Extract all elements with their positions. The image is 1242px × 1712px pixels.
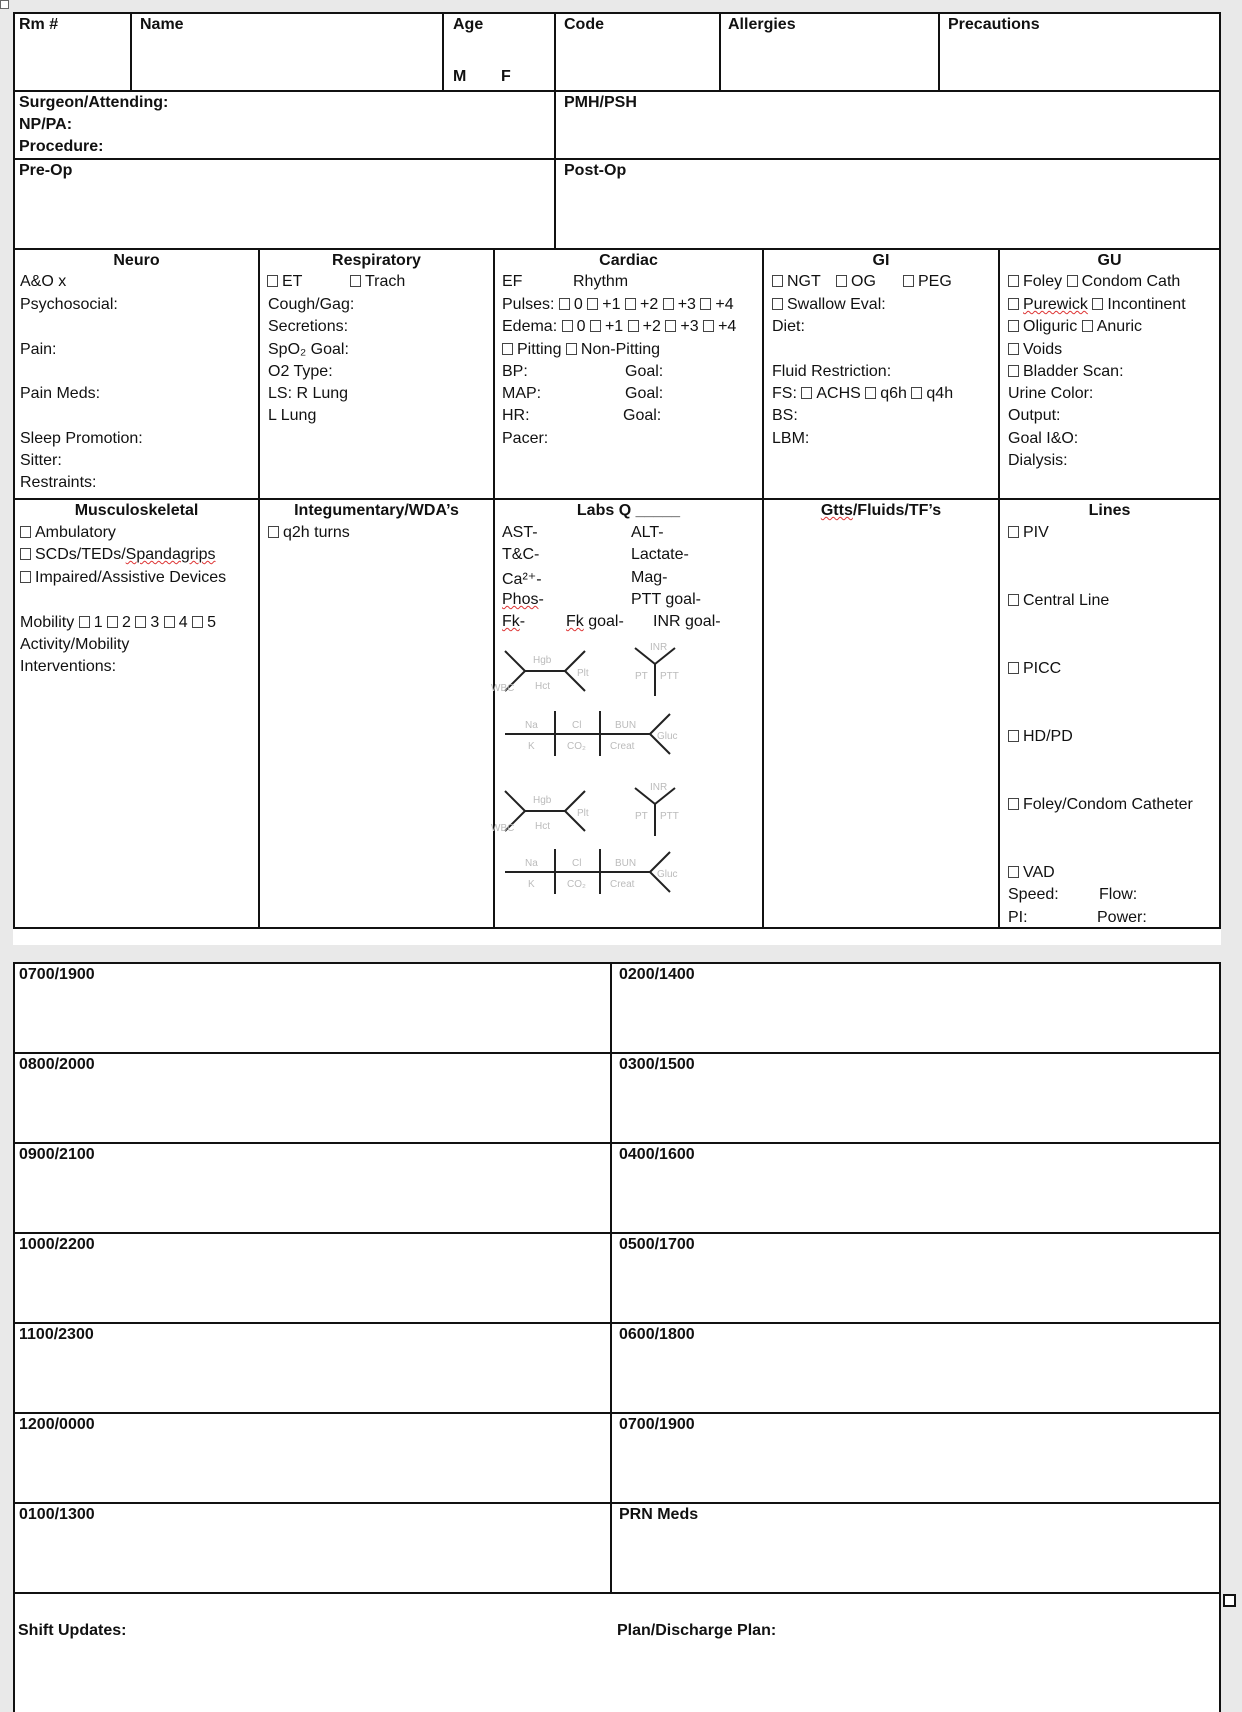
- gu-voids: [1008, 341, 1062, 359]
- divider: [1219, 12, 1221, 929]
- time-slot: 0500/1700: [619, 1236, 695, 1253]
- divider: [130, 12, 132, 92]
- neuro-pain: Pain:: [20, 341, 57, 358]
- lines-central: [1008, 592, 1109, 610]
- resp-cough: Cough/Gag:: [268, 296, 355, 313]
- postop-label: Post-Op: [564, 162, 627, 179]
- plan-discharge-label: Plan/Discharge Plan:: [617, 1622, 777, 1639]
- divider: [13, 1322, 1221, 1324]
- neuro-sitter: Sitter:: [20, 452, 62, 469]
- cardiac-bp: BP:: [502, 363, 528, 380]
- checkbox[interactable]: [911, 387, 922, 399]
- labs-tc: T&C-: [502, 546, 540, 563]
- checkbox[interactable]: [268, 526, 279, 538]
- phos-label: Phos: [502, 591, 539, 608]
- checkbox[interactable]: [1008, 594, 1019, 606]
- checkbox[interactable]: [350, 275, 361, 287]
- plt-label: Plt: [577, 808, 589, 819]
- edema-label: Edema:: [502, 318, 558, 335]
- resp-ls: LS: R Lung: [268, 385, 349, 402]
- co2-label: CO₂: [567, 879, 586, 890]
- divider: [719, 12, 721, 92]
- time-slot: 1200/0000: [19, 1416, 95, 1433]
- divider: [13, 1142, 1221, 1144]
- checkbox[interactable]: [665, 320, 676, 332]
- gu-bladder: [1008, 363, 1124, 381]
- level: 4: [178, 614, 188, 631]
- page-top: [13, 12, 1221, 945]
- k-label: K: [528, 741, 535, 752]
- time-slot: 0400/1600: [619, 1146, 695, 1163]
- wbc-label: WBC: [491, 683, 515, 694]
- wbc-label: WBC: [491, 823, 515, 834]
- checkbox[interactable]: [1008, 365, 1019, 377]
- og-label: OG: [851, 273, 876, 290]
- hdpd-label: HD/PD: [1023, 728, 1073, 745]
- cl-label: Cl: [572, 858, 582, 869]
- page-bottom: [13, 962, 1221, 1712]
- integ-title: Integumentary/WDA’s: [294, 502, 459, 519]
- grade: +2: [642, 318, 661, 335]
- divider: [13, 1412, 1221, 1414]
- gi-title: GI: [872, 252, 890, 269]
- gi-fluid: Fluid Restriction:: [772, 363, 892, 380]
- achs-label: ACHS: [816, 385, 861, 402]
- gtts-title: [764, 502, 998, 520]
- msk-activity: Activity/Mobility: [20, 636, 130, 653]
- checkbox[interactable]: [20, 548, 31, 560]
- neuro-sleep: Sleep Promotion:: [20, 430, 143, 447]
- msk-mobility: [20, 614, 216, 632]
- cardiac-edema: [502, 318, 736, 336]
- central-label: Central Line: [1023, 592, 1110, 609]
- labs-ast: AST-: [502, 524, 538, 541]
- level: 3: [150, 614, 160, 631]
- gi-swallow: [772, 296, 886, 314]
- sex-f-label: F: [501, 68, 511, 85]
- checkbox[interactable]: [1092, 298, 1103, 310]
- checkbox[interactable]: [903, 275, 914, 287]
- checkbox[interactable]: [1082, 320, 1093, 332]
- checkbox[interactable]: [663, 298, 674, 310]
- peg-label: PEG: [918, 273, 952, 290]
- cardiac-ef: EF: [502, 273, 523, 290]
- table-move-handle[interactable]: [0, 0, 9, 9]
- checkbox[interactable]: [801, 387, 812, 399]
- gtts-label: Gtts: [820, 502, 853, 519]
- creat-label: Creat: [610, 879, 635, 890]
- picc-label: PICC: [1023, 660, 1062, 677]
- ambulatory-label: Ambulatory: [35, 524, 116, 541]
- divider: [13, 927, 1221, 929]
- divider: [258, 248, 260, 929]
- gu-urine: Urine Color:: [1008, 385, 1094, 402]
- dash: -: [519, 613, 526, 630]
- cl-label: Cl: [572, 720, 582, 731]
- labs-fk-goal: [566, 613, 624, 631]
- checkbox[interactable]: [1008, 320, 1019, 332]
- checkbox[interactable]: [107, 616, 118, 628]
- time-slot: 0300/1500: [619, 1056, 695, 1073]
- gu-oliguric-row: [1008, 318, 1142, 336]
- dash: -: [538, 591, 544, 608]
- checkbox[interactable]: [566, 343, 577, 355]
- divider: [13, 1592, 1221, 1594]
- inr-label: INR: [650, 642, 668, 653]
- checkbox[interactable]: [1008, 275, 1019, 287]
- name-label: Name: [140, 16, 184, 33]
- time-slot: 0900/2100: [19, 1146, 95, 1163]
- gu-output: Output:: [1008, 407, 1061, 424]
- gu-foley-row: [1008, 273, 1180, 291]
- divider: [13, 248, 1221, 250]
- gi-og: [836, 273, 876, 291]
- checkbox[interactable]: [1067, 275, 1078, 287]
- level: 1: [93, 614, 103, 631]
- bladder-label: Bladder Scan:: [1023, 363, 1124, 380]
- checkbox[interactable]: [20, 571, 31, 583]
- checkbox[interactable]: [20, 526, 31, 538]
- q2h-label: q2h turns: [283, 524, 350, 541]
- pmh-label: PMH/PSH: [564, 94, 637, 111]
- surgeon-label: Surgeon/Attending:: [19, 94, 169, 111]
- cardiac-pacer: Pacer:: [502, 430, 549, 447]
- gluc-label: Gluc: [657, 869, 678, 880]
- scds-label: SCDs/TEDs/: [35, 546, 126, 563]
- checkbox[interactable]: [164, 616, 175, 628]
- labs-fk: [502, 613, 525, 631]
- resp-llung: L Lung: [268, 407, 317, 424]
- lines-picc: [1008, 660, 1061, 678]
- gluc-label: Gluc: [657, 731, 678, 742]
- plt-label: Plt: [577, 668, 589, 679]
- swallow-label: Swallow Eval:: [787, 296, 886, 313]
- checkbox[interactable]: [703, 320, 714, 332]
- k-label: K: [528, 879, 535, 890]
- voids-label: Voids: [1023, 341, 1063, 358]
- checkbox[interactable]: [865, 387, 876, 399]
- lines-title: Lines: [1088, 502, 1131, 519]
- divider: [938, 12, 940, 92]
- msk-interventions: Interventions:: [20, 658, 117, 675]
- cardiac-hr: HR:: [502, 407, 530, 424]
- cardiac-rhythm: Rhythm: [573, 273, 629, 290]
- fluids-label: /Fluids/TF’s: [852, 502, 942, 519]
- grade: +1: [602, 296, 621, 313]
- neuro-restraints: Restraints:: [20, 474, 97, 491]
- divider: [554, 12, 556, 250]
- foley-label: Foley: [1023, 273, 1063, 290]
- checkbox[interactable]: [700, 298, 711, 310]
- lab-skeleton-diagrams: [491, 636, 761, 926]
- labs-inr-goal: INR goal-: [653, 613, 721, 630]
- gu-purewick-row: [1008, 296, 1186, 314]
- spandagrips-label: Spandagrips: [125, 546, 216, 563]
- gu-goal-io: Goal I&O:: [1008, 430, 1079, 447]
- checkbox[interactable]: [267, 275, 278, 287]
- grade: +3: [680, 318, 699, 335]
- labs-mag: Mag-: [631, 569, 668, 586]
- ngt-label: NGT: [787, 273, 821, 290]
- time-slot: 1000/2200: [19, 1236, 95, 1253]
- checkbox[interactable]: [590, 320, 601, 332]
- pitting-label: Pitting: [517, 341, 562, 358]
- resp-trach-label: Trach: [365, 273, 406, 290]
- gi-fs: [772, 385, 953, 403]
- labs-ptt-goal: PTT goal-: [631, 591, 701, 608]
- grade: +3: [677, 296, 696, 313]
- cardiac-bp-goal: Goal:: [625, 363, 664, 380]
- labs-alt: ALT-: [631, 524, 664, 541]
- time-slot: 0100/1300: [19, 1506, 95, 1523]
- q6h-label: q6h: [880, 385, 907, 402]
- checkbox[interactable]: [625, 298, 636, 310]
- lines-speed: Speed:: [1008, 886, 1059, 903]
- checkbox[interactable]: [1008, 526, 1019, 538]
- grade: +4: [715, 296, 734, 313]
- hct-label: Hct: [535, 821, 550, 832]
- divider: [13, 158, 1221, 160]
- goal-label: goal-: [583, 613, 624, 630]
- resp-title: Respiratory: [332, 252, 421, 269]
- divider: [13, 1052, 1221, 1054]
- checkbox[interactable]: [1008, 798, 1019, 810]
- checkbox[interactable]: [772, 275, 783, 287]
- level: 2: [122, 614, 131, 631]
- foley-catheter-label: Foley/Condom Catheter: [1023, 796, 1193, 813]
- checkbox[interactable]: [1008, 730, 1019, 742]
- resp-et-label: ET: [282, 273, 303, 290]
- cardiac-map-goal: Goal:: [625, 385, 664, 402]
- hgb-label: Hgb: [533, 655, 552, 666]
- checkbox[interactable]: [1008, 662, 1019, 674]
- resp-secretions: Secretions:: [268, 318, 349, 335]
- anuric-label: Anuric: [1096, 318, 1143, 335]
- hgb-label: Hgb: [533, 795, 552, 806]
- checkbox[interactable]: [628, 320, 639, 332]
- msk-impaired: [20, 569, 226, 587]
- lines-power: Power:: [1097, 909, 1147, 926]
- impaired-label: Impaired/Assistive Devices: [35, 569, 227, 586]
- nppa-label: NP/PA:: [19, 116, 73, 133]
- inr-label: INR: [650, 782, 668, 793]
- msk-scds: [20, 546, 216, 564]
- ptt-label: PTT: [660, 811, 679, 822]
- gi-diet: Diet:: [772, 318, 805, 335]
- pulses-label: Pulses:: [502, 296, 555, 313]
- neuro-psychosocial: Psychosocial:: [20, 296, 118, 313]
- checkbox[interactable]: [192, 616, 203, 628]
- pt-label: PT: [635, 671, 648, 682]
- neuro-title: Neuro: [113, 252, 160, 269]
- age-label: Age: [453, 16, 484, 33]
- lines-hdpd: [1008, 728, 1073, 746]
- condom-label: Condom Cath: [1081, 273, 1181, 290]
- divider: [998, 248, 1000, 929]
- checkbox[interactable]: [772, 298, 783, 310]
- time-slot: 0600/1800: [619, 1326, 695, 1343]
- time-slot: 0700/1900: [19, 966, 95, 983]
- resp-et: [267, 273, 302, 291]
- neuro-ao: A&O x: [20, 273, 67, 290]
- labs-lactate: Lactate-: [631, 546, 689, 563]
- fs-label: FS:: [772, 385, 797, 402]
- divider: [1219, 962, 1221, 1712]
- grade: 0: [576, 318, 586, 335]
- divider: [13, 962, 1221, 964]
- checkbox[interactable]: [836, 275, 847, 287]
- resp-o2type: O2 Type:: [268, 363, 333, 380]
- resp-trach: [350, 273, 405, 291]
- cardiac-pitting: [502, 341, 660, 359]
- labs-title: Labs Q _____: [576, 502, 681, 519]
- fk-goal-label: Fk: [566, 613, 584, 630]
- lines-pi: PI:: [1008, 909, 1028, 926]
- lines-foley: [1008, 796, 1193, 814]
- grade: +1: [604, 318, 624, 335]
- divider: [610, 962, 612, 1594]
- divider: [13, 1502, 1221, 1504]
- bun-label: BUN: [615, 720, 637, 731]
- divider: [13, 962, 15, 1712]
- q4h-label: q4h: [926, 385, 954, 402]
- divider: [762, 248, 764, 929]
- divider: [13, 498, 1221, 500]
- checkbox[interactable]: [79, 616, 90, 628]
- grade: +4: [718, 318, 737, 335]
- gu-title: GU: [1097, 252, 1122, 269]
- prn-meds-label: PRN Meds: [619, 1506, 699, 1523]
- lines-flow: Flow:: [1099, 886, 1138, 903]
- time-slot: 0700/1900: [619, 1416, 695, 1433]
- time-slot: 1100/2300: [19, 1326, 94, 1343]
- shift-updates-label: Shift Updates:: [18, 1622, 127, 1639]
- precautions-label: Precautions: [948, 16, 1040, 33]
- allergies-label: Allergies: [728, 16, 796, 33]
- msk-title: Musculoskeletal: [74, 502, 199, 519]
- lines-piv: [1008, 524, 1049, 542]
- time-slot: 0800/2000: [19, 1056, 95, 1073]
- purewick-label: Purewick: [1023, 296, 1088, 313]
- checkbox[interactable]: [1008, 866, 1019, 878]
- oliguric-label: Oliguric: [1023, 318, 1078, 335]
- neuro-pain-meds: Pain Meds:: [20, 385, 101, 402]
- creat-label: Creat: [610, 741, 635, 752]
- cardiac-hr-goal: Goal:: [623, 407, 662, 424]
- rm-label: Rm #: [19, 16, 59, 33]
- checkbox[interactable]: [562, 320, 573, 332]
- gu-dialysis: Dialysis:: [1008, 452, 1068, 469]
- checkbox[interactable]: [135, 616, 146, 628]
- divider: [442, 12, 444, 92]
- grade: 0: [573, 296, 583, 313]
- incontinent-label: Incontinent: [1107, 296, 1186, 313]
- ptt-label: PTT: [660, 671, 679, 682]
- nonpitting-label: Non-Pitting: [580, 341, 661, 358]
- fk-label: Fk: [502, 613, 520, 630]
- labs-ca: Ca²⁺-: [502, 571, 542, 588]
- co2-label: CO₂: [567, 741, 586, 752]
- divider: [13, 90, 1221, 92]
- procedure-label: Procedure:: [19, 138, 104, 155]
- cardiac-map: MAP:: [502, 385, 542, 402]
- vad-label: VAD: [1023, 864, 1055, 881]
- table-resize-handle[interactable]: [1223, 1594, 1236, 1607]
- gi-peg: [903, 273, 952, 291]
- cardiac-title: Cardiac: [599, 252, 658, 269]
- divider: [13, 1232, 1221, 1234]
- pt-label: PT: [635, 811, 648, 822]
- bun-label: BUN: [615, 858, 637, 869]
- hct-label: Hct: [535, 681, 550, 692]
- gi-ngt: [772, 273, 821, 291]
- checkbox[interactable]: [587, 298, 598, 310]
- na-label: Na: [525, 858, 538, 869]
- labs-phos: [502, 591, 544, 609]
- msk-ambulatory: [20, 524, 116, 542]
- na-label: Na: [525, 720, 538, 731]
- piv-label: PIV: [1023, 524, 1049, 541]
- cardiac-pulses: [502, 296, 734, 314]
- checkbox[interactable]: [1008, 298, 1019, 310]
- checkbox[interactable]: [502, 343, 513, 355]
- sex-m-label: M: [453, 68, 467, 85]
- preop-label: Pre-Op: [19, 162, 73, 179]
- mobility-label: Mobility: [20, 614, 75, 631]
- resp-spo2: SpO₂ Goal:: [268, 341, 349, 358]
- checkbox[interactable]: [559, 298, 570, 310]
- code-label: Code: [564, 16, 604, 33]
- checkbox[interactable]: [1008, 343, 1019, 355]
- integ-q2h: [268, 524, 350, 542]
- divider: [13, 12, 15, 929]
- lines-vad: [1008, 864, 1055, 882]
- gi-bs: BS:: [772, 407, 798, 424]
- level: 5: [207, 614, 217, 631]
- divider: [13, 12, 1221, 14]
- gi-lbm: LBM:: [772, 430, 810, 447]
- time-slot: 0200/1400: [619, 966, 695, 983]
- grade: +2: [639, 296, 659, 313]
